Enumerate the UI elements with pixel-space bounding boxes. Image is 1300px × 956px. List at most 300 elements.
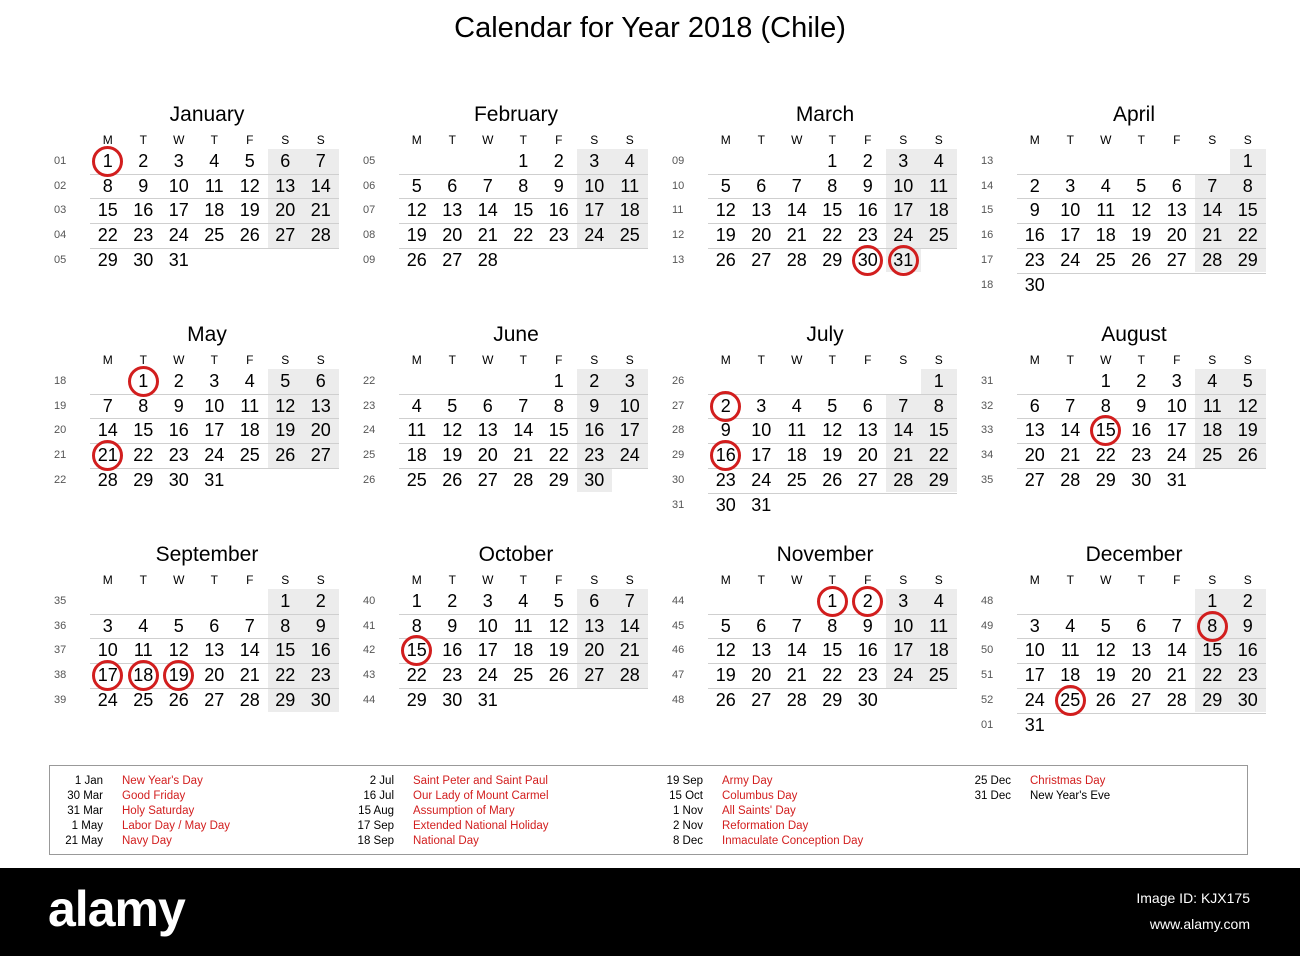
day-cell[interactable]: 4 <box>933 151 944 171</box>
day-cell[interactable]: 18 <box>619 200 640 221</box>
day-cell[interactable]: 4 <box>209 151 220 171</box>
day-cell[interactable]: 14 <box>1202 200 1223 221</box>
day-cell[interactable]: 21 <box>310 200 331 221</box>
day-cell[interactable]: 16 <box>584 420 605 441</box>
day-cell[interactable]: 2 <box>862 591 873 611</box>
day-cell[interactable]: 11 <box>929 615 949 636</box>
day-cell[interactable]: 15 <box>1237 200 1258 221</box>
day-cell[interactable]: 25 <box>406 469 427 490</box>
day-cell[interactable]: 17 <box>619 420 640 441</box>
day-cell[interactable]: 9 <box>1029 200 1040 221</box>
day-cell[interactable]: 17 <box>97 665 118 686</box>
day-cell[interactable]: 26 <box>1095 689 1116 710</box>
day-cell[interactable]: 27 <box>1024 469 1045 490</box>
day-cell[interactable]: 22 <box>928 445 949 466</box>
day-cell[interactable]: 22 <box>548 445 569 466</box>
day-cell[interactable]: 26 <box>715 689 736 710</box>
day-cell[interactable]: 30 <box>1237 689 1258 710</box>
day-cell[interactable]: 21 <box>1202 225 1223 246</box>
day-cell[interactable]: 25 <box>928 665 949 686</box>
day-cell[interactable]: 18 <box>1095 225 1116 246</box>
day-cell[interactable]: 20 <box>442 225 463 246</box>
day-cell[interactable]: 15 <box>822 200 843 221</box>
day-cell[interactable]: 29 <box>822 689 843 710</box>
day-cell[interactable]: 23 <box>584 445 605 466</box>
day-cell[interactable]: 28 <box>786 249 807 270</box>
day-cell[interactable]: 22 <box>513 225 534 246</box>
day-cell[interactable]: 23 <box>1237 665 1258 686</box>
day-cell[interactable]: 6 <box>756 175 767 196</box>
day-cell[interactable]: 8 <box>933 395 944 416</box>
day-cell[interactable]: 22 <box>822 665 843 686</box>
day-cell[interactable]: 14 <box>513 420 534 441</box>
day-cell[interactable]: 18 <box>513 640 534 661</box>
day-cell[interactable]: 28 <box>1202 249 1223 270</box>
day-cell[interactable]: 4 <box>138 615 149 636</box>
day-cell[interactable]: 1 <box>280 591 291 611</box>
day-cell[interactable]: 22 <box>1202 665 1223 686</box>
day-cell[interactable]: 3 <box>102 615 113 636</box>
day-cell[interactable]: 1 <box>827 591 838 611</box>
day-cell[interactable]: 19 <box>239 200 260 221</box>
day-cell[interactable]: 1 <box>518 151 529 171</box>
day-cell[interactable]: 27 <box>1131 689 1152 710</box>
day-cell[interactable]: 31 <box>477 689 498 710</box>
day-cell[interactable]: 10 <box>893 615 914 636</box>
day-cell[interactable]: 14 <box>786 200 807 221</box>
day-cell[interactable]: 1 <box>411 591 422 611</box>
day-cell[interactable]: 14 <box>310 175 331 196</box>
day-cell[interactable]: 23 <box>548 225 569 246</box>
day-cell[interactable]: 8 <box>138 395 149 416</box>
day-cell[interactable]: 26 <box>822 469 843 490</box>
day-cell[interactable]: 22 <box>133 445 154 466</box>
day-cell[interactable]: 28 <box>1060 469 1081 490</box>
day-cell[interactable]: 17 <box>584 200 605 221</box>
day-cell[interactable]: 24 <box>619 445 640 466</box>
day-cell[interactable]: 30 <box>857 689 878 710</box>
day-cell[interactable]: 1 <box>1207 591 1218 611</box>
day-cell[interactable]: 29 <box>133 469 154 490</box>
day-cell[interactable]: 2 <box>447 591 458 611</box>
day-cell[interactable]: 4 <box>933 591 944 611</box>
day-cell[interactable]: 25 <box>786 469 807 490</box>
day-cell[interactable]: 23 <box>857 225 878 246</box>
day-cell[interactable]: 29 <box>822 249 843 270</box>
day-cell[interactable]: 5 <box>553 591 564 611</box>
day-cell[interactable]: 19 <box>1237 420 1258 441</box>
day-cell[interactable]: 13 <box>310 395 331 416</box>
day-cell[interactable]: 31 <box>1024 714 1045 735</box>
day-cell[interactable]: 7 <box>624 591 635 611</box>
day-cell[interactable]: 21 <box>477 225 498 246</box>
day-cell[interactable]: 6 <box>862 395 873 416</box>
day-cell[interactable]: 22 <box>1237 225 1258 246</box>
day-cell[interactable]: 11 <box>787 420 807 441</box>
day-cell[interactable]: 12 <box>822 420 843 441</box>
day-cell[interactable]: 30 <box>857 249 878 270</box>
day-cell[interactable]: 28 <box>310 225 331 246</box>
day-cell[interactable]: 13 <box>1131 640 1152 661</box>
day-cell[interactable]: 30 <box>715 494 736 515</box>
day-cell[interactable]: 7 <box>791 175 802 196</box>
day-cell[interactable]: 3 <box>898 591 909 611</box>
day-cell[interactable]: 10 <box>204 395 225 416</box>
day-cell[interactable]: 13 <box>751 640 772 661</box>
day-cell[interactable]: 10 <box>477 615 498 636</box>
day-cell[interactable]: 24 <box>1060 249 1081 270</box>
day-cell[interactable]: 12 <box>406 200 427 221</box>
day-cell[interactable]: 29 <box>275 689 296 710</box>
day-cell[interactable]: 4 <box>411 395 422 416</box>
day-cell[interactable]: 24 <box>477 665 498 686</box>
day-cell[interactable]: 5 <box>173 615 184 636</box>
day-cell[interactable]: 16 <box>442 640 463 661</box>
day-cell[interactable]: 21 <box>97 445 118 466</box>
day-cell[interactable]: 15 <box>822 640 843 661</box>
day-cell[interactable]: 18 <box>1202 420 1223 441</box>
day-cell[interactable]: 6 <box>280 151 291 171</box>
day-cell[interactable]: 2 <box>1029 175 1040 196</box>
day-cell[interactable]: 7 <box>898 395 909 416</box>
day-cell[interactable]: 27 <box>751 249 772 270</box>
day-cell[interactable]: 26 <box>442 469 463 490</box>
day-cell[interactable]: 6 <box>482 395 493 416</box>
day-cell[interactable]: 4 <box>244 371 255 391</box>
day-cell[interactable]: 24 <box>751 469 772 490</box>
day-cell[interactable]: 4 <box>518 591 529 611</box>
day-cell[interactable]: 28 <box>477 249 498 270</box>
day-cell[interactable]: 20 <box>1166 225 1187 246</box>
day-cell[interactable]: 20 <box>751 665 772 686</box>
day-cell[interactable]: 5 <box>280 371 291 391</box>
day-cell[interactable]: 2 <box>1242 591 1253 611</box>
day-cell[interactable]: 23 <box>1024 249 1045 270</box>
day-cell[interactable]: 13 <box>857 420 878 441</box>
day-cell[interactable]: 2 <box>138 151 149 171</box>
day-cell[interactable]: 19 <box>275 420 296 441</box>
day-cell[interactable]: 23 <box>715 469 736 490</box>
day-cell[interactable]: 9 <box>553 175 564 196</box>
day-cell[interactable]: 14 <box>1060 420 1081 441</box>
day-cell[interactable]: 5 <box>244 151 255 171</box>
day-cell[interactable]: 11 <box>513 615 533 636</box>
day-cell[interactable]: 7 <box>1207 175 1218 196</box>
day-cell[interactable]: 13 <box>477 420 498 441</box>
day-cell[interactable]: 1 <box>138 371 149 391</box>
day-cell[interactable]: 11 <box>1096 200 1116 221</box>
day-cell[interactable]: 8 <box>411 615 422 636</box>
day-cell[interactable]: 12 <box>1131 200 1152 221</box>
day-cell[interactable]: 11 <box>1202 395 1222 416</box>
day-cell[interactable]: 7 <box>518 395 529 416</box>
day-cell[interactable]: 25 <box>1060 689 1081 710</box>
day-cell[interactable]: 26 <box>275 445 296 466</box>
day-cell[interactable]: 5 <box>720 615 731 636</box>
day-cell[interactable]: 2 <box>553 151 564 171</box>
day-cell[interactable]: 27 <box>204 689 225 710</box>
day-cell[interactable]: 14 <box>893 420 914 441</box>
day-cell[interactable]: 23 <box>1131 445 1152 466</box>
day-cell[interactable]: 3 <box>624 371 635 391</box>
day-cell[interactable]: 28 <box>619 665 640 686</box>
day-cell[interactable]: 24 <box>893 225 914 246</box>
day-cell[interactable]: 4 <box>1065 615 1076 636</box>
day-cell[interactable]: 22 <box>822 225 843 246</box>
day-cell[interactable]: 5 <box>1136 175 1147 196</box>
day-cell[interactable]: 2 <box>315 591 326 611</box>
day-cell[interactable]: 9 <box>447 615 458 636</box>
day-cell[interactable]: 26 <box>1131 249 1152 270</box>
day-cell[interactable]: 3 <box>1171 371 1182 391</box>
day-cell[interactable]: 12 <box>1095 640 1116 661</box>
day-cell[interactable]: 17 <box>751 445 772 466</box>
day-cell[interactable]: 23 <box>442 665 463 686</box>
day-cell[interactable]: 24 <box>168 225 189 246</box>
day-cell[interactable]: 19 <box>1095 665 1116 686</box>
day-cell[interactable]: 23 <box>857 665 878 686</box>
day-cell[interactable]: 23 <box>310 665 331 686</box>
day-cell[interactable]: 15 <box>1202 640 1223 661</box>
day-cell[interactable]: 29 <box>406 689 427 710</box>
day-cell[interactable]: 21 <box>786 225 807 246</box>
day-cell[interactable]: 11 <box>133 640 153 661</box>
day-cell[interactable]: 21 <box>619 640 640 661</box>
day-cell[interactable]: 14 <box>97 420 118 441</box>
day-cell[interactable]: 5 <box>1100 615 1111 636</box>
day-cell[interactable]: 26 <box>1237 445 1258 466</box>
day-cell[interactable]: 4 <box>1207 371 1218 391</box>
day-cell[interactable]: 7 <box>791 615 802 636</box>
day-cell[interactable]: 2 <box>862 151 873 171</box>
day-cell[interactable]: 11 <box>620 175 640 196</box>
day-cell[interactable]: 24 <box>584 225 605 246</box>
day-cell[interactable]: 11 <box>204 175 224 196</box>
day-cell[interactable]: 22 <box>275 665 296 686</box>
day-cell[interactable]: 6 <box>589 591 600 611</box>
day-cell[interactable]: 20 <box>1024 445 1045 466</box>
day-cell[interactable]: 24 <box>1024 689 1045 710</box>
day-cell[interactable]: 22 <box>406 665 427 686</box>
day-cell[interactable]: 15 <box>406 640 427 661</box>
day-cell[interactable]: 27 <box>310 445 331 466</box>
day-cell[interactable]: 2 <box>1136 371 1147 391</box>
day-cell[interactable]: 3 <box>756 395 767 416</box>
day-cell[interactable]: 25 <box>239 445 260 466</box>
day-cell[interactable]: 16 <box>1024 225 1045 246</box>
day-cell[interactable]: 20 <box>1131 665 1152 686</box>
day-cell[interactable]: 31 <box>168 249 189 270</box>
day-cell[interactable]: 18 <box>406 445 427 466</box>
day-cell[interactable]: 19 <box>168 665 189 686</box>
day-cell[interactable]: 13 <box>204 640 225 661</box>
day-cell[interactable]: 8 <box>1100 395 1111 416</box>
day-cell[interactable]: 30 <box>168 469 189 490</box>
day-cell[interactable]: 30 <box>1024 274 1045 295</box>
day-cell[interactable]: 30 <box>310 689 331 710</box>
day-cell[interactable]: 9 <box>315 615 326 636</box>
day-cell[interactable]: 22 <box>1095 445 1116 466</box>
day-cell[interactable]: 4 <box>791 395 802 416</box>
day-cell[interactable]: 10 <box>893 175 914 196</box>
day-cell[interactable]: 3 <box>209 371 220 391</box>
day-cell[interactable]: 25 <box>928 225 949 246</box>
day-cell[interactable]: 1 <box>102 151 113 171</box>
day-cell[interactable]: 4 <box>1100 175 1111 196</box>
day-cell[interactable]: 28 <box>893 469 914 490</box>
day-cell[interactable]: 16 <box>715 445 736 466</box>
day-cell[interactable]: 24 <box>204 445 225 466</box>
day-cell[interactable]: 30 <box>133 249 154 270</box>
day-cell[interactable]: 7 <box>1171 615 1182 636</box>
day-cell[interactable]: 18 <box>928 200 949 221</box>
day-cell[interactable]: 16 <box>548 200 569 221</box>
day-cell[interactable]: 7 <box>1065 395 1076 416</box>
day-cell[interactable]: 19 <box>715 225 736 246</box>
day-cell[interactable]: 12 <box>168 640 189 661</box>
day-cell[interactable]: 10 <box>751 420 772 441</box>
day-cell[interactable]: 6 <box>756 615 767 636</box>
day-cell[interactable]: 26 <box>548 665 569 686</box>
day-cell[interactable]: 18 <box>204 200 225 221</box>
day-cell[interactable]: 28 <box>239 689 260 710</box>
day-cell[interactable]: 3 <box>173 151 184 171</box>
day-cell[interactable]: 25 <box>619 225 640 246</box>
day-cell[interactable]: 2 <box>589 371 600 391</box>
day-cell[interactable]: 12 <box>275 395 296 416</box>
day-cell[interactable]: 26 <box>406 249 427 270</box>
day-cell[interactable]: 13 <box>442 200 463 221</box>
day-cell[interactable]: 11 <box>240 395 260 416</box>
day-cell[interactable]: 9 <box>862 615 873 636</box>
day-cell[interactable]: 17 <box>893 200 914 221</box>
day-cell[interactable]: 21 <box>1166 665 1187 686</box>
day-cell[interactable]: 10 <box>584 175 605 196</box>
day-cell[interactable]: 21 <box>786 665 807 686</box>
day-cell[interactable]: 29 <box>928 469 949 490</box>
day-cell[interactable]: 20 <box>204 665 225 686</box>
day-cell[interactable]: 31 <box>1166 469 1187 490</box>
day-cell[interactable]: 4 <box>624 151 635 171</box>
day-cell[interactable]: 31 <box>893 249 914 270</box>
day-cell[interactable]: 6 <box>447 175 458 196</box>
day-cell[interactable]: 17 <box>1024 665 1045 686</box>
day-cell[interactable]: 19 <box>406 225 427 246</box>
day-cell[interactable]: 6 <box>1029 395 1040 416</box>
day-cell[interactable]: 25 <box>1095 249 1116 270</box>
day-cell[interactable]: 28 <box>1166 689 1187 710</box>
day-cell[interactable]: 5 <box>447 395 458 416</box>
day-cell[interactable]: 20 <box>310 420 331 441</box>
day-cell[interactable]: 15 <box>275 640 296 661</box>
day-cell[interactable]: 10 <box>1060 200 1081 221</box>
day-cell[interactable]: 21 <box>513 445 534 466</box>
day-cell[interactable]: 20 <box>477 445 498 466</box>
day-cell[interactable]: 1 <box>1242 151 1253 171</box>
day-cell[interactable]: 9 <box>720 420 731 441</box>
day-cell[interactable]: 19 <box>715 665 736 686</box>
day-cell[interactable]: 3 <box>589 151 600 171</box>
day-cell[interactable]: 14 <box>477 200 498 221</box>
day-cell[interactable]: 1 <box>1100 371 1111 391</box>
day-cell[interactable]: 8 <box>102 175 113 196</box>
day-cell[interactable]: 13 <box>275 175 296 196</box>
day-cell[interactable]: 11 <box>407 420 427 441</box>
day-cell[interactable]: 9 <box>1242 615 1253 636</box>
day-cell[interactable]: 24 <box>893 665 914 686</box>
day-cell[interactable]: 31 <box>751 494 772 515</box>
day-cell[interactable]: 16 <box>857 200 878 221</box>
day-cell[interactable]: 12 <box>548 615 569 636</box>
day-cell[interactable]: 9 <box>173 395 184 416</box>
day-cell[interactable]: 23 <box>168 445 189 466</box>
day-cell[interactable]: 17 <box>477 640 498 661</box>
day-cell[interactable]: 8 <box>1242 175 1253 196</box>
day-cell[interactable]: 26 <box>715 249 736 270</box>
day-cell[interactable]: 15 <box>1095 420 1116 441</box>
day-cell[interactable]: 29 <box>1202 689 1223 710</box>
day-cell[interactable]: 6 <box>1136 615 1147 636</box>
day-cell[interactable]: 10 <box>619 395 640 416</box>
day-cell[interactable]: 17 <box>1166 420 1187 441</box>
day-cell[interactable]: 8 <box>553 395 564 416</box>
day-cell[interactable]: 21 <box>1060 445 1081 466</box>
day-cell[interactable]: 19 <box>1131 225 1152 246</box>
day-cell[interactable]: 27 <box>584 665 605 686</box>
day-cell[interactable]: 6 <box>1171 175 1182 196</box>
day-cell[interactable]: 17 <box>893 640 914 661</box>
day-cell[interactable]: 20 <box>275 200 296 221</box>
day-cell[interactable]: 17 <box>168 200 189 221</box>
day-cell[interactable]: 19 <box>548 640 569 661</box>
day-cell[interactable]: 24 <box>1166 445 1187 466</box>
day-cell[interactable]: 20 <box>857 445 878 466</box>
day-cell[interactable]: 7 <box>244 615 255 636</box>
day-cell[interactable]: 18 <box>1060 665 1081 686</box>
day-cell[interactable]: 18 <box>239 420 260 441</box>
day-cell[interactable]: 13 <box>751 200 772 221</box>
day-cell[interactable]: 27 <box>477 469 498 490</box>
day-cell[interactable]: 28 <box>786 689 807 710</box>
day-cell[interactable]: 12 <box>715 200 736 221</box>
day-cell[interactable]: 10 <box>1024 640 1045 661</box>
day-cell[interactable]: 23 <box>133 225 154 246</box>
day-cell[interactable]: 12 <box>1237 395 1258 416</box>
day-cell[interactable]: 27 <box>857 469 878 490</box>
day-cell[interactable]: 19 <box>822 445 843 466</box>
day-cell[interactable]: 28 <box>97 469 118 490</box>
day-cell[interactable]: 3 <box>898 151 909 171</box>
day-cell[interactable]: 9 <box>862 175 873 196</box>
day-cell[interactable]: 11 <box>929 175 949 196</box>
day-cell[interactable]: 16 <box>1131 420 1152 441</box>
day-cell[interactable]: 31 <box>204 469 225 490</box>
day-cell[interactable]: 3 <box>1065 175 1076 196</box>
day-cell[interactable]: 29 <box>97 249 118 270</box>
day-cell[interactable]: 15 <box>513 200 534 221</box>
day-cell[interactable]: 21 <box>239 665 260 686</box>
day-cell[interactable]: 27 <box>751 689 772 710</box>
day-cell[interactable]: 16 <box>1237 640 1258 661</box>
day-cell[interactable]: 20 <box>584 640 605 661</box>
day-cell[interactable]: 8 <box>1207 615 1218 636</box>
day-cell[interactable]: 8 <box>827 175 838 196</box>
day-cell[interactable]: 17 <box>204 420 225 441</box>
day-cell[interactable]: 13 <box>584 615 605 636</box>
day-cell[interactable]: 12 <box>442 420 463 441</box>
day-cell[interactable]: 30 <box>1131 469 1152 490</box>
day-cell[interactable]: 3 <box>1029 615 1040 636</box>
